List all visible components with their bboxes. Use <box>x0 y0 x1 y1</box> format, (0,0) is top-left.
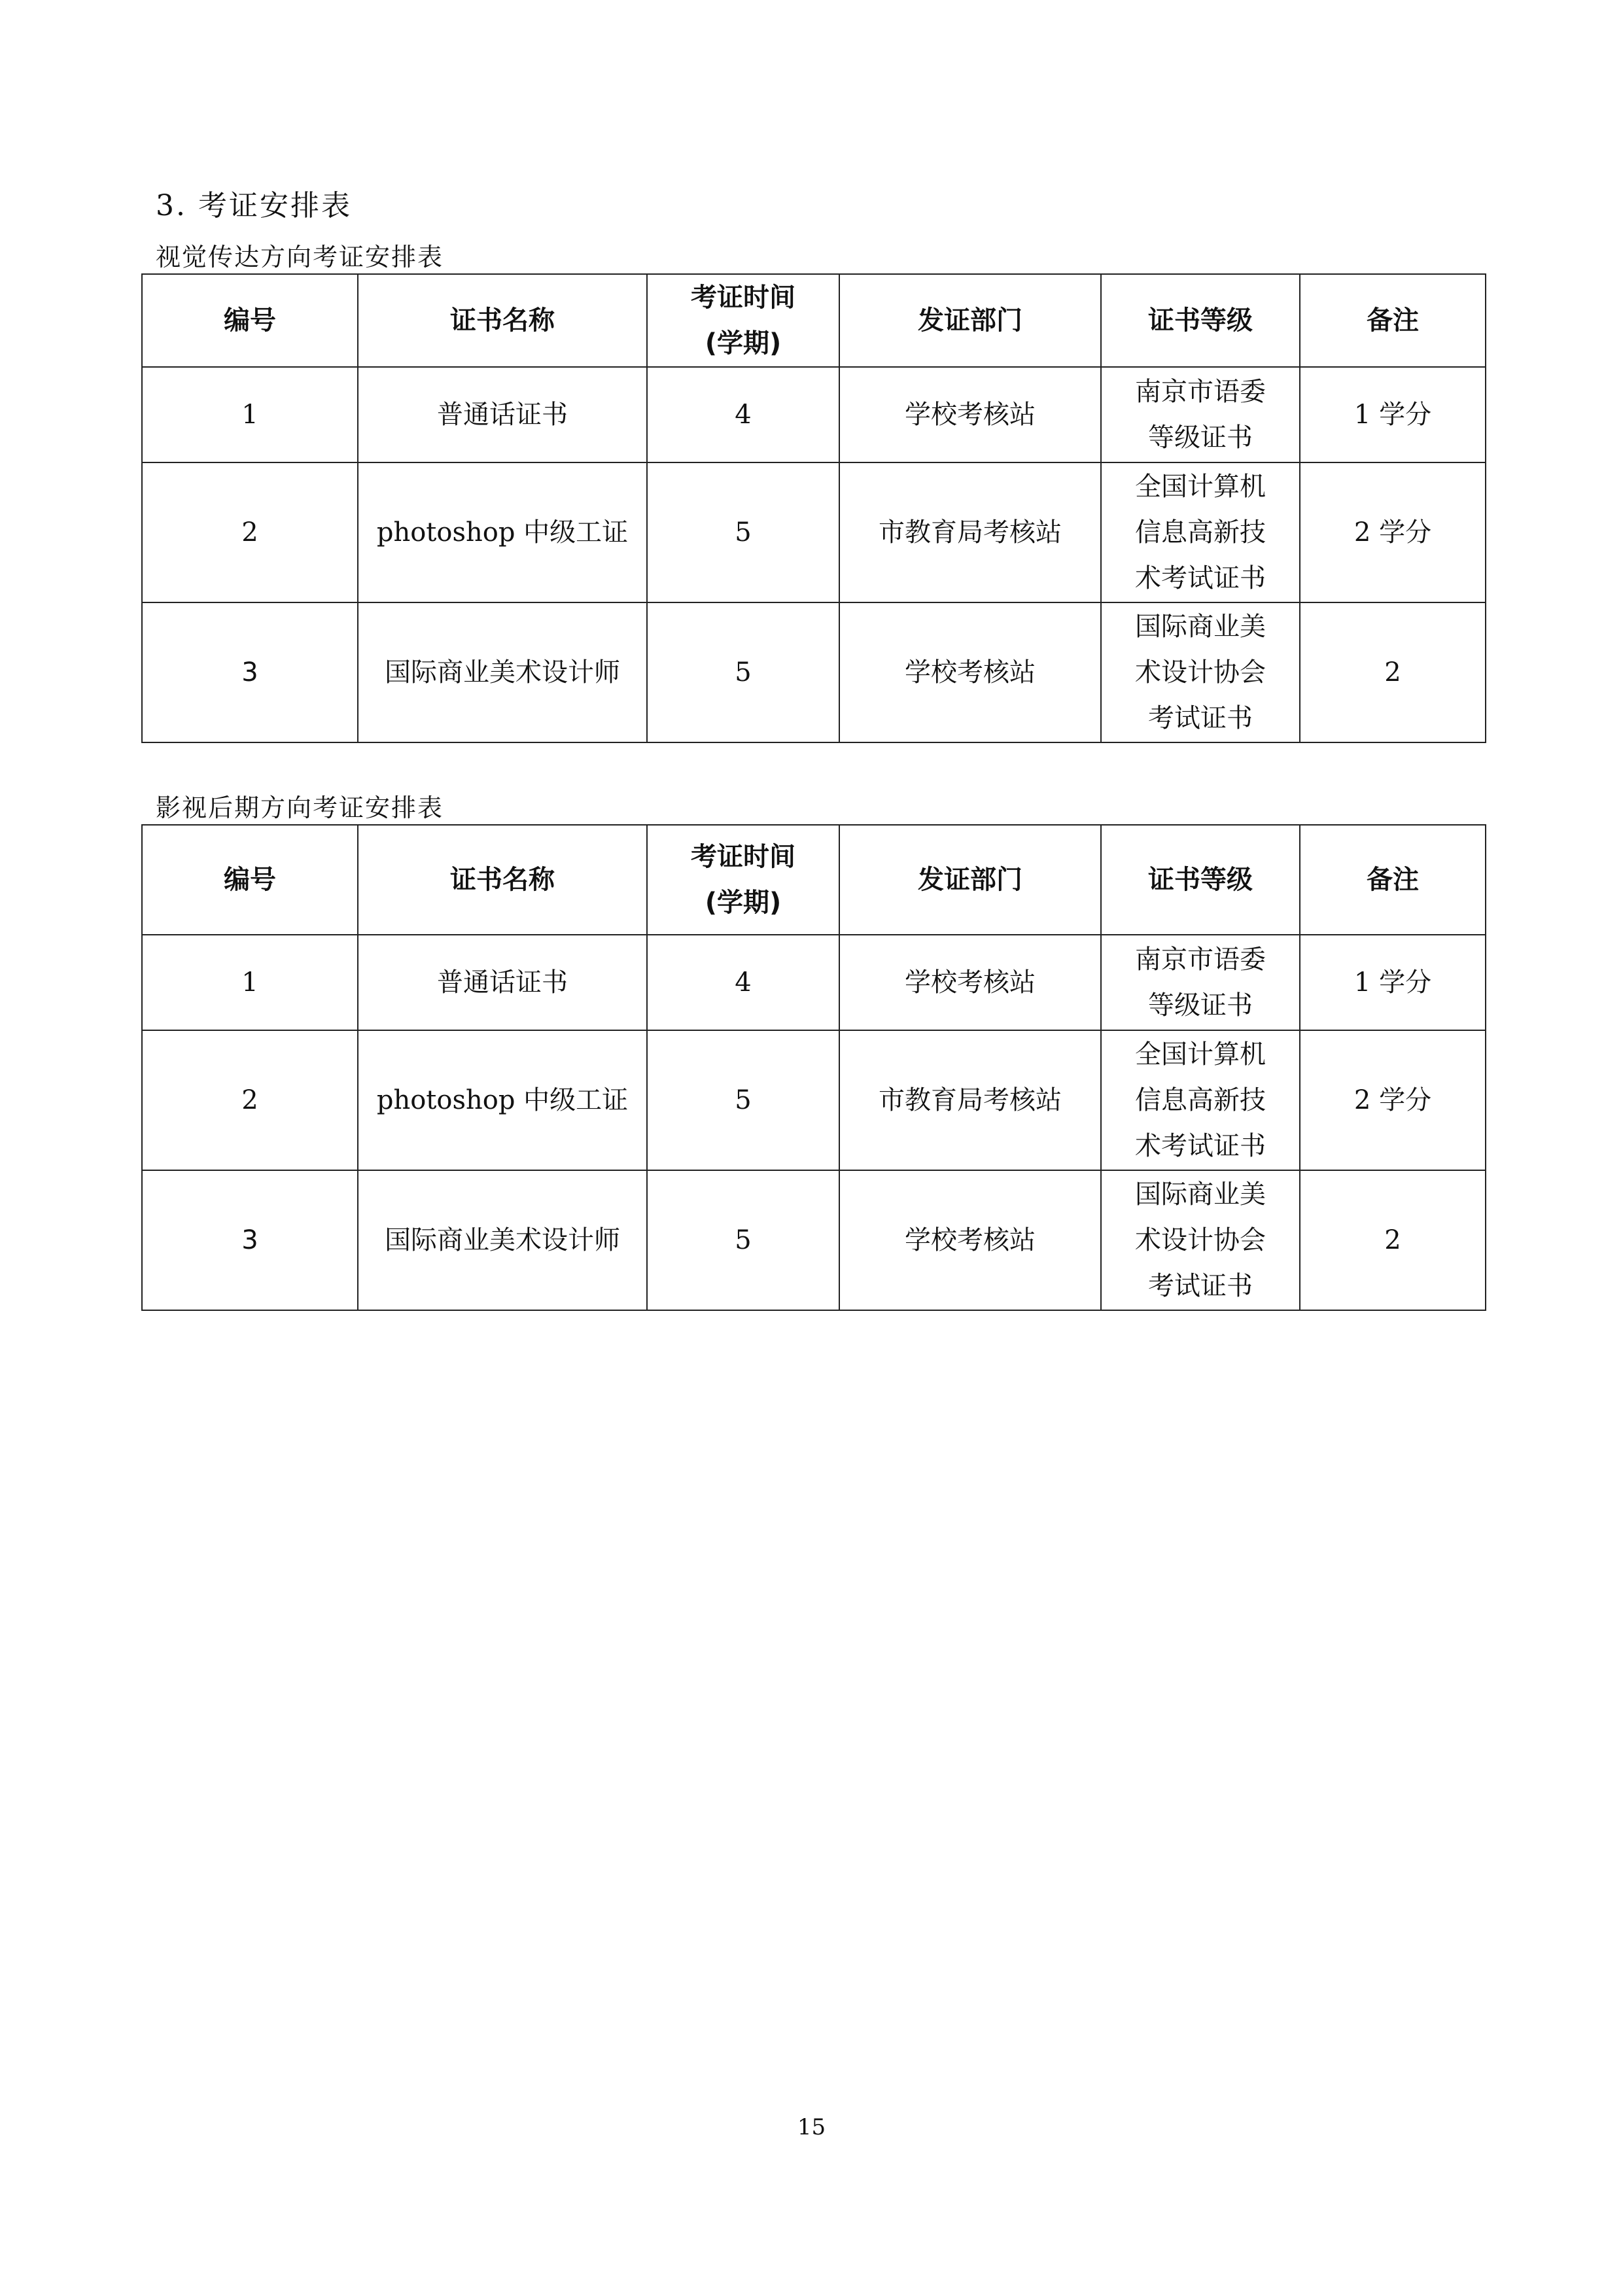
cell-id: 2 <box>142 462 358 602</box>
cell-id: 1 <box>142 367 358 462</box>
cell-time: 4 <box>647 935 839 1030</box>
header-time <box>647 274 839 367</box>
cell-level <box>1101 1170 1300 1310</box>
table-caption-visual-communication: 视觉传达方向考证安排表 <box>156 243 444 271</box>
cell-time: 5 <box>647 602 839 742</box>
cell-name: 普通话证书 <box>358 367 647 462</box>
header-id: 编号 <box>142 274 358 367</box>
cell-level-line: 南京市语委 <box>1135 377 1266 407</box>
cell-dept: 学校考核站 <box>839 935 1101 1030</box>
header-note: 备注 <box>1300 274 1486 367</box>
cell-time: 4 <box>647 367 839 462</box>
cell-level <box>1101 602 1300 742</box>
cell-dept: 学校考核站 <box>839 602 1101 742</box>
cell-name: photoshop 中级工证 <box>358 1030 647 1170</box>
certificate-table-film-post-production <box>141 824 1486 1311</box>
header-time-line2: (学期) <box>705 888 782 918</box>
cell-level-line: 等级证书 <box>1148 990 1253 1020</box>
table-row <box>142 367 1486 462</box>
page-number: 15 <box>797 2114 826 2140</box>
cell-name: 国际商业美术设计师 <box>358 602 647 742</box>
table-row <box>142 1030 1486 1170</box>
section-heading: 3. 考证安排表 <box>156 189 352 222</box>
cell-level-line: 考试证书 <box>1148 1271 1253 1301</box>
header-dept: 发证部门 <box>839 825 1101 935</box>
cell-name: 普通话证书 <box>358 935 647 1030</box>
cell-level <box>1101 935 1300 1030</box>
cell-note: 2 <box>1300 602 1486 742</box>
cell-level-line: 等级证书 <box>1148 423 1253 453</box>
table-row <box>142 935 1486 1030</box>
table-header-row <box>142 274 1486 367</box>
cell-dept: 学校考核站 <box>839 1170 1101 1310</box>
cell-level-line: 术考试证书 <box>1135 563 1266 593</box>
header-level: 证书等级 <box>1101 825 1300 935</box>
cell-note: 1 学分 <box>1300 367 1486 462</box>
cell-id: 3 <box>142 602 358 742</box>
cell-level <box>1101 462 1300 602</box>
header-time-line2: (学期) <box>705 328 782 358</box>
cell-level-line: 术考试证书 <box>1135 1131 1266 1161</box>
header-time-line1: 考证时间 <box>691 283 795 313</box>
cell-level-line: 南京市语委 <box>1135 945 1266 975</box>
cell-time: 5 <box>647 1170 839 1310</box>
cell-time: 5 <box>647 1030 839 1170</box>
cell-level <box>1101 367 1300 462</box>
cell-level-line: 全国计算机 <box>1135 1039 1266 1070</box>
cell-level-line: 术设计协会 <box>1135 1225 1266 1255</box>
table-row <box>142 1170 1486 1310</box>
cell-level-line: 考试证书 <box>1148 703 1253 733</box>
header-time-line1: 考证时间 <box>691 842 795 872</box>
cell-dept: 市教育局考核站 <box>839 462 1101 602</box>
table-caption-film-post-production: 影视后期方向考证安排表 <box>156 793 444 822</box>
cell-name: photoshop 中级工证 <box>358 462 647 602</box>
table-header-row <box>142 825 1486 935</box>
cell-level-line: 国际商业美 <box>1135 612 1266 642</box>
cell-level <box>1101 1030 1300 1170</box>
cell-level-line: 国际商业美 <box>1135 1179 1266 1209</box>
cell-dept: 市教育局考核站 <box>839 1030 1101 1170</box>
cell-level-line: 信息高新技 <box>1135 1085 1266 1115</box>
header-level: 证书等级 <box>1101 274 1300 367</box>
cell-name: 国际商业美术设计师 <box>358 1170 647 1310</box>
table-row <box>142 462 1486 602</box>
cell-time: 5 <box>647 462 839 602</box>
cell-note: 2 学分 <box>1300 1030 1486 1170</box>
certificate-table-visual-communication <box>141 273 1486 743</box>
cell-level-line: 全国计算机 <box>1135 472 1266 502</box>
table-row <box>142 602 1486 742</box>
header-note: 备注 <box>1300 825 1486 935</box>
cell-level-line: 信息高新技 <box>1135 517 1266 548</box>
cell-level-line: 术设计协会 <box>1135 657 1266 687</box>
header-name: 证书名称 <box>358 825 647 935</box>
header-time <box>647 825 839 935</box>
cell-note: 2 <box>1300 1170 1486 1310</box>
cell-id: 2 <box>142 1030 358 1170</box>
header-id: 编号 <box>142 825 358 935</box>
header-name: 证书名称 <box>358 274 647 367</box>
header-dept: 发证部门 <box>839 274 1101 367</box>
cell-note: 1 学分 <box>1300 935 1486 1030</box>
cell-id: 1 <box>142 935 358 1030</box>
cell-note: 2 学分 <box>1300 462 1486 602</box>
cell-id: 3 <box>142 1170 358 1310</box>
cell-dept: 学校考核站 <box>839 367 1101 462</box>
